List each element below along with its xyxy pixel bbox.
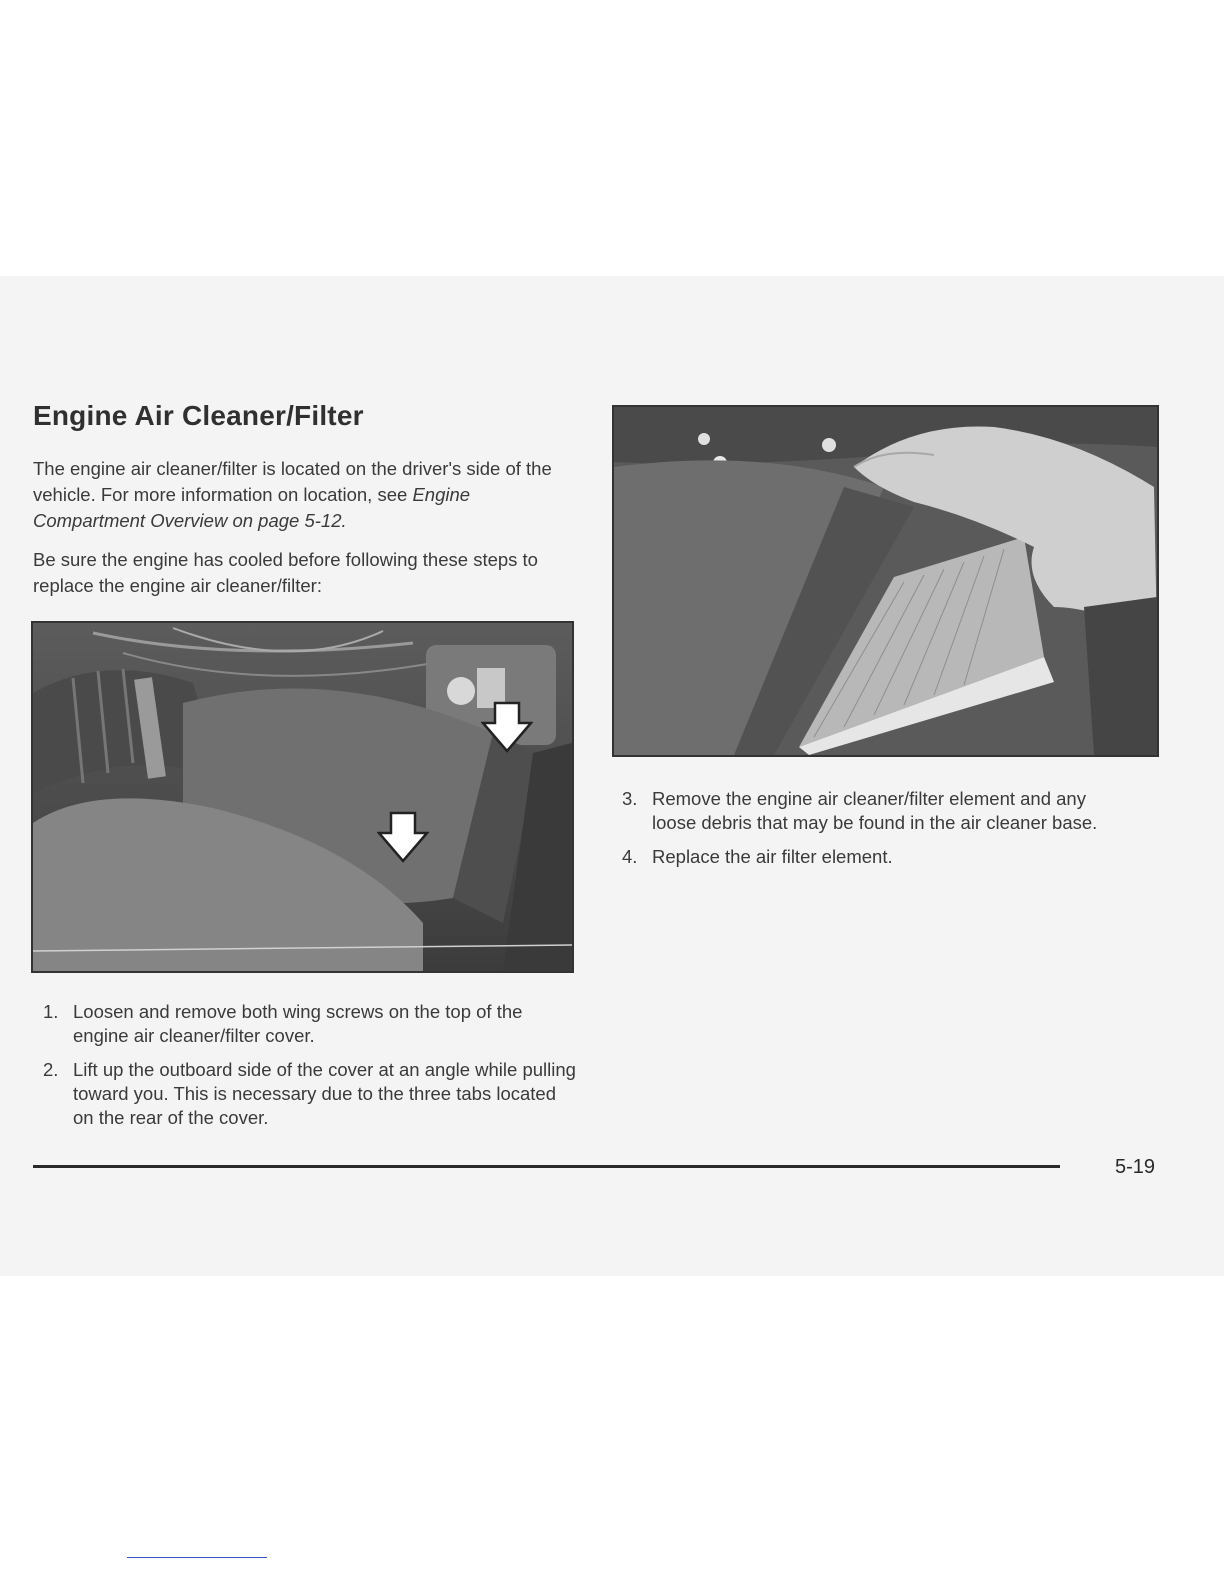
- step-text: Replace the air filter element.: [652, 846, 893, 867]
- list-item: [612, 845, 1132, 869]
- list-item: [612, 787, 1132, 835]
- step-number: 4.: [622, 846, 638, 867]
- step-number: 1.: [43, 1001, 59, 1022]
- down-arrow-icon: [377, 811, 429, 863]
- list-item: [33, 1058, 578, 1130]
- footer-rule: [33, 1165, 1060, 1168]
- bottom-rule: [127, 1557, 267, 1558]
- section-title: Engine Air Cleaner/Filter: [33, 400, 364, 431]
- step-text: Remove the engine air cleaner/filter element and any loose debris that may be found in the air cleaner base.: [652, 788, 1098, 833]
- step-text: Loosen and remove both wing screws on the top of the engine air cleaner/filter cover.: [73, 1001, 523, 1046]
- down-arrow-icon: [481, 701, 533, 753]
- step-number: 2.: [43, 1059, 59, 1080]
- page-number: 5-19: [1115, 1156, 1156, 1178]
- steps-list-right: [612, 787, 1132, 879]
- engine-compartment-photo: [31, 621, 574, 973]
- step-text: Lift up the outboard side of the cover at an angle while pulling toward you. This is necessary due to the three tabs located on the rear of the cover.: [73, 1059, 576, 1128]
- steps-list-left: [33, 1000, 578, 1140]
- list-item: [33, 1000, 578, 1048]
- intro-text: The engine air cleaner/filter is located on the driver's side of the vehicle. For more information on location, see: [33, 458, 552, 505]
- caution-paragraph: Be sure the engine has cooled before following these steps to replace the engine air cleaner/filter:: [33, 549, 538, 596]
- page-reference: Engine Compartment Overview on page 5-12.: [33, 484, 471, 531]
- intro-paragraph: [33, 456, 578, 534]
- filter-removal-photo: [612, 405, 1159, 757]
- step-number: 3.: [622, 788, 638, 809]
